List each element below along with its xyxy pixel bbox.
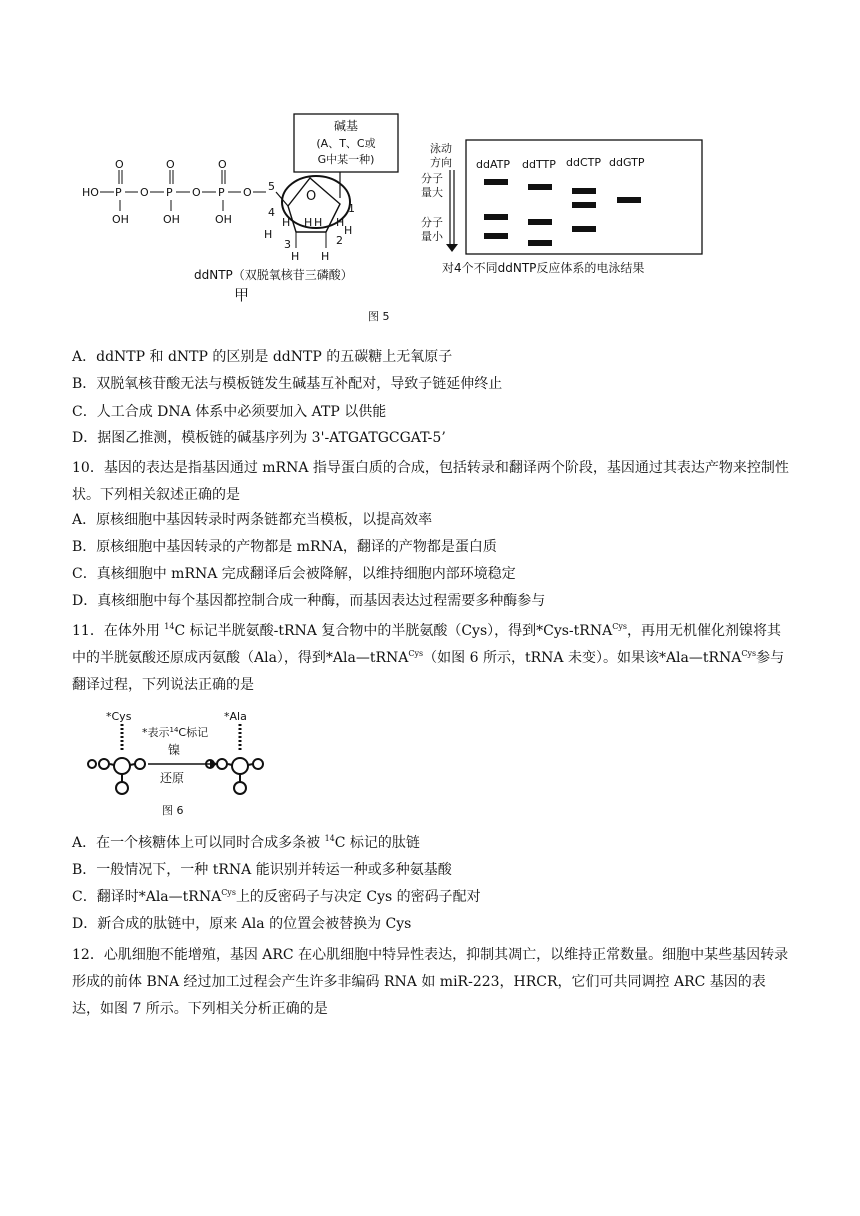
q10-option-a: A．原核细胞中基因转录时两条链都充当模板，以提高效率 [72, 512, 433, 528]
svg-text:O: O [192, 186, 201, 199]
q11-option-c: C．翻译时*Ala—tRNA$^{Cys}$上的反密码子与决定 Cys 的密码子配对 [72, 888, 481, 905]
figure-5 [78, 108, 778, 328]
base-box-line1: 碱基 [333, 119, 359, 133]
q11-option-d: D．新合成的肽链中，原来 Ala 的位置会被替换为 Cys [72, 916, 412, 932]
trna-left-icon [88, 724, 145, 794]
phosphate-chain [82, 158, 275, 226]
q9-option-d: D．据图乙推测，模板链的碱基序列为 3'-ATGATGCGAT-5’ [72, 430, 446, 446]
lane-label-ddctp: ddCTP [566, 156, 601, 169]
band-ddatp-2 [484, 214, 508, 220]
base-box-line2: (A、T、C或 [316, 137, 376, 150]
svg-text:P: P [166, 186, 173, 199]
svg-text:H: H [264, 228, 273, 241]
lane-label-ddatp: ddATP [476, 158, 510, 171]
band-ddatp-3 [484, 233, 508, 239]
svg-text:2: 2 [336, 234, 343, 247]
svg-text:分子: 分子 [421, 216, 443, 229]
band-ddctp-3 [572, 226, 596, 232]
q9-option-a: A．ddNTP 和 dNTP 的区别是 ddNTP 的五碳糖上无氧原子 [72, 349, 453, 365]
svg-text:H: H [344, 224, 353, 237]
svg-text:O: O [115, 158, 124, 171]
svg-text:1: 1 [348, 202, 355, 215]
svg-text:H: H [321, 250, 330, 263]
gel-bands [484, 179, 641, 246]
q11-option-a: A．在一个核糖体上可以同时合成多条被 $^{14}$C 标记的肽链 [72, 834, 420, 851]
migration-direction [421, 141, 458, 252]
q11-stem: 11．在体外用 $^{14}$C 标记半胱氨酸-tRNA 复合物中的半胱氨酸（Cys），得到*Cys-tRNA$^{Cys}$，再用无机催化剂镍将其中的半胱氨酸还原成丙氨酸（Ala），得到*Ala—tRNA$^{Cys}$（如图 6 所示，tRNA 未变）。如果该*Ala—tRNA$^{Cys}$参与翻译过程，下列说法正确的是 [72, 622, 785, 693]
fig6-note: *表示$^{14}$C标记 [142, 726, 209, 739]
figure-5-label: 图 5 [368, 310, 390, 323]
svg-text:5: 5 [268, 180, 275, 193]
svg-text:泳动: 泳动 [430, 142, 452, 155]
pentose-ring [264, 176, 355, 263]
svg-text:HO: HO [82, 186, 99, 199]
svg-text:O: O [140, 186, 149, 199]
svg-text:P: P [218, 186, 225, 199]
fig6-label-left: *Cys [106, 710, 132, 723]
band-ddttp-1 [528, 184, 552, 190]
fig6-label-right: *Ala [224, 710, 247, 723]
trna-right-icon [206, 724, 263, 794]
q10-option-d: D．真核细胞中每个基因都控制合成一种酶，而基因表达过程需要多种酶参与 [72, 593, 546, 609]
q9-option-b: B．双脱氧核苷酸无法与模板链发生碱基互补配对，导致子链延伸终止 [72, 376, 503, 392]
band-ddttp-3 [528, 240, 552, 246]
svg-text:方向: 方向 [430, 156, 452, 169]
svg-text:分子: 分子 [421, 172, 443, 185]
svg-text:4: 4 [268, 206, 275, 219]
gel-caption: 对4个不同ddNTP反应体系的电泳结果 [442, 261, 645, 275]
svg-text:OH: OH [112, 213, 129, 226]
svg-text:H: H [336, 216, 345, 229]
svg-text:H: H [304, 216, 313, 229]
svg-text:量大: 量大 [421, 186, 443, 199]
svg-text:O: O [243, 186, 252, 199]
panel-jia: 甲 [234, 286, 250, 304]
q12-stem: 12．心肌细胞不能增殖，基因 ARC 在心肌细胞中特异性表达，抑制其凋亡，以维持正常数量。细胞中某些基因转录形成的前体 BNA 经过加工过程会产生许多非编码 RNA 如 miR-223，HRCR，它们可共同调控 ARC 基因的表达，如图 7 所示。下列相关分析正确的是 [72, 947, 789, 1017]
lane-label-ddgtp: ddGTP [609, 156, 645, 169]
band-ddgtp-1 [617, 197, 641, 203]
band-ddctp-2 [572, 202, 596, 208]
gel-lane-labels [476, 156, 645, 171]
svg-text:O: O [218, 158, 227, 171]
band-ddttp-2 [528, 219, 552, 225]
svg-text:P: P [115, 186, 122, 199]
q10-option-c: C．真核细胞中 mRNA 完成翻译后会被降解，以维持细胞内部环境稳定 [72, 566, 516, 582]
q9-option-c: C．人工合成 DNA 体系中必须要加入 ATP 以供能 [72, 404, 387, 420]
svg-text:3: 3 [284, 238, 291, 251]
q10-stem: 10．基因的表达是指基因通过 mRNA 指导蛋白质的合成，包括转录和翻译两个阶段，基因通过其表达产物来控制性状。下列相关叙述正确的是 [72, 460, 789, 503]
base-box-line3: G中某一种) [317, 153, 375, 166]
q10-option-b: B．原核细胞中基因转录的产物都是 mRNA，翻译的产物都是蛋白质 [72, 539, 497, 555]
figure-6-label: 图 6 [162, 804, 184, 817]
svg-text:O: O [306, 189, 317, 204]
fig6-below-arrow: 还原 [160, 771, 185, 785]
svg-text:O: O [166, 158, 175, 171]
svg-text:H: H [291, 250, 300, 263]
svg-text:OH: OH [163, 213, 180, 226]
svg-text:量小: 量小 [421, 230, 443, 243]
molecule-name: ddNTP（双脱氧核苷三磷酸） [194, 268, 353, 282]
band-ddctp-1 [572, 188, 596, 194]
q11-option-b: B．一般情况下，一种 tRNA 能识别并转运一种或多种氨基酸 [72, 862, 452, 878]
band-ddatp-1 [484, 179, 508, 185]
svg-text:OH: OH [215, 213, 232, 226]
figure-6 [84, 706, 304, 824]
svg-text:H: H [314, 216, 323, 229]
svg-text:H: H [282, 216, 291, 229]
lane-label-ddttp: ddTTP [522, 158, 556, 171]
fig6-above-arrow: 镍 [168, 743, 181, 757]
